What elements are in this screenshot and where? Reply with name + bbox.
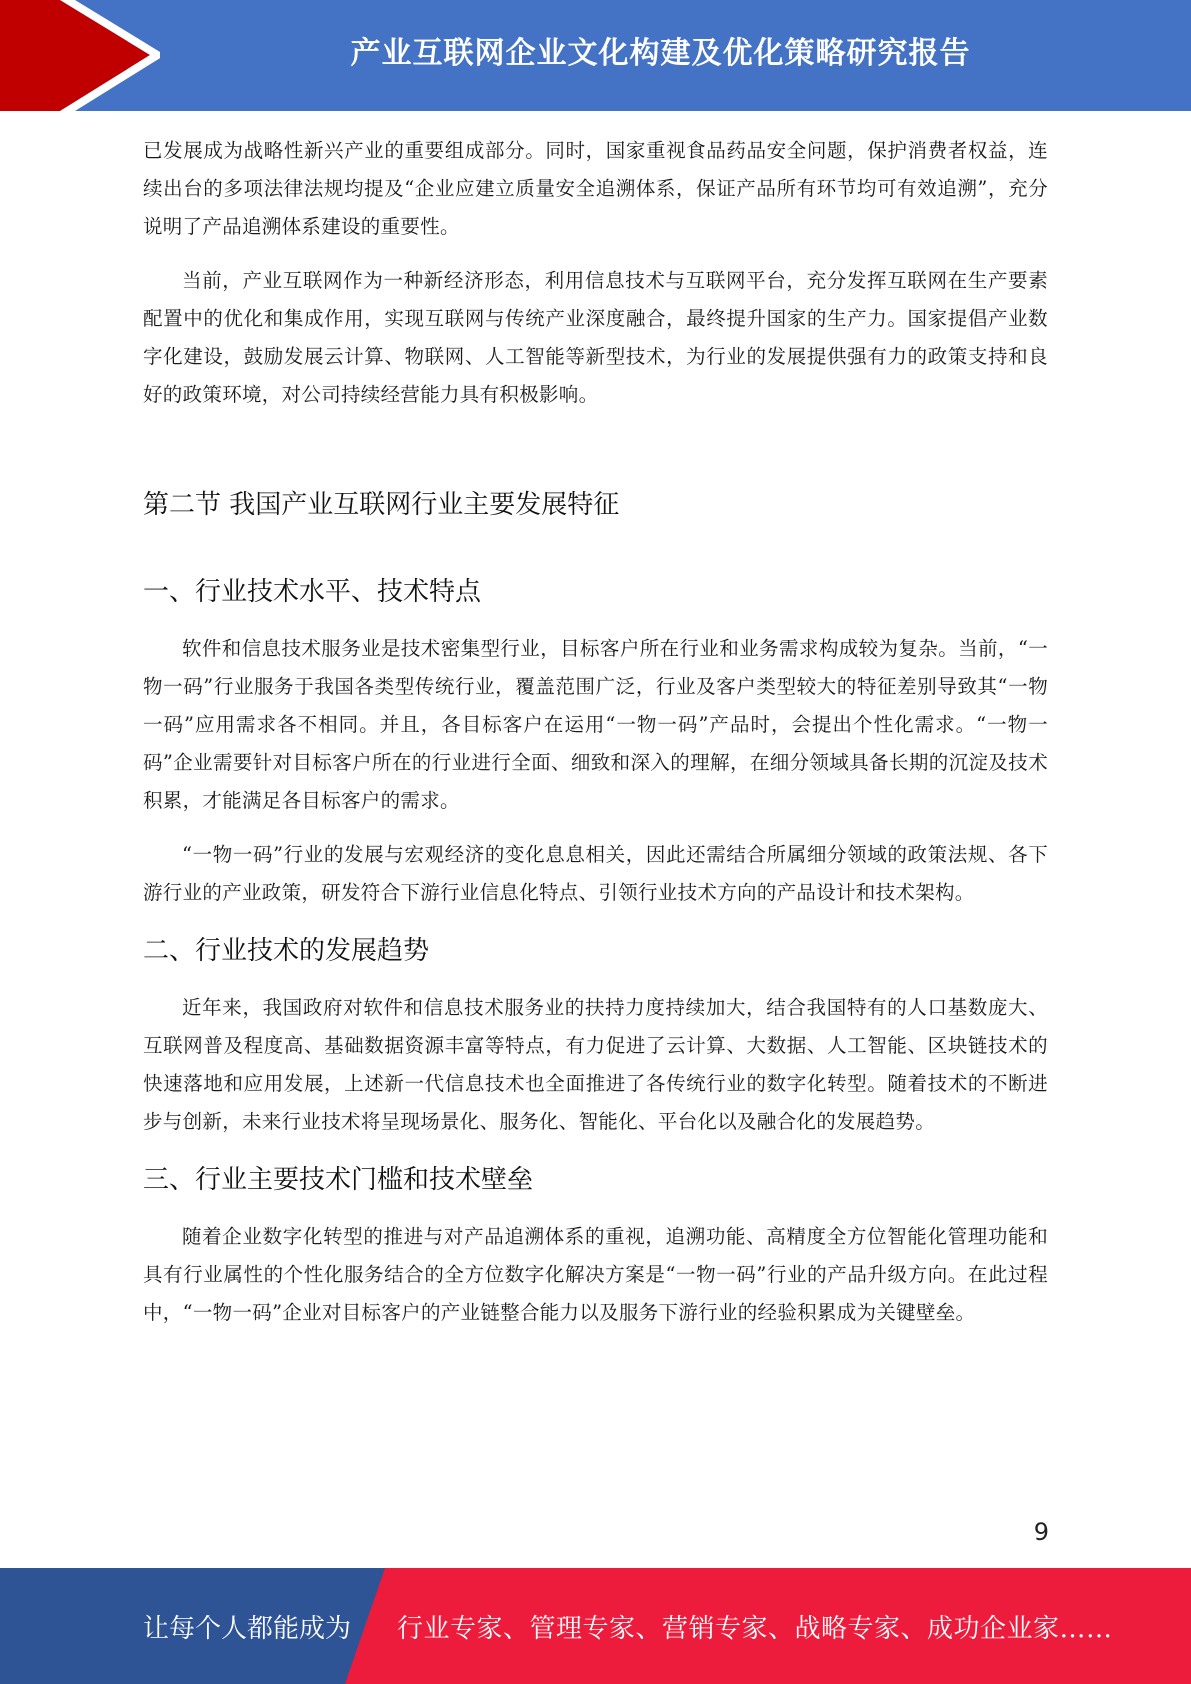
paragraph: “一物一码”行业的发展与宏观经济的变化息息相关，因此还需结合所属细分领域的政策法规、各下游行业的产业政策，研发符合下游行业信息化特点、引领行业技术方向的产品设计和技术架构。 <box>143 843 1048 904</box>
page-header <box>0 0 1191 111</box>
footer-slogan-left: 让每个人都能成为 <box>143 1613 352 1644</box>
subsection-title: 三、行业主要技术门槛和技术壁垒 <box>143 1165 534 1195</box>
report-title: 产业互联网企业文化构建及优化策略研究报告 <box>350 36 971 71</box>
header-chevron-decoration <box>0 0 160 111</box>
page-number: 9 <box>1033 1518 1049 1546</box>
paragraph: 当前，产业互联网作为一种新经济形态，利用信息技术与互联网平台，充分发挥互联网在生产要素配置中的优化和集成作用，实现互联网与传统产业深度融合，最终提升国家的生产力。国家提倡产业数字化建设，鼓励发展云计算、物联网、人工智能等新型技术，为行业的发展提供强有力的政策支持和良好的政策环境，对公司持续经营能力具有积极影响。 <box>143 269 1048 406</box>
page-footer <box>0 1568 1191 1684</box>
paragraph: 随着企业数字化转型的推进与对产品追溯体系的重视，追溯功能、高精度全方位智能化管理功能和具有行业属性的个性化服务结合的全方位数字化解决方案是“一物一码”行业的产品升级方向。在此过程中，“一物一码”企业对目标客户的产业链整合能力以及服务下游行业的经验积累成为关键壁垒。 <box>143 1225 1048 1324</box>
subsection-title: 二、行业技术的发展趋势 <box>143 936 430 966</box>
paragraph: 已发展成为战略性新兴产业的重要组成部分。同时，国家重视食品药品安全问题，保护消费者权益，连续出台的多项法律法规均提及“企业应建立质量安全追溯体系，保证产品所有环节均可有效追溯”，充分说明了产品追溯体系建设的重要性。 <box>143 139 1048 238</box>
paragraph: 软件和信息技术服务业是技术密集型行业，目标客户所在行业和业务需求构成较为复杂。当前，“一物一码”行业服务于我国各类型传统行业，覆盖范围广泛，行业及客户类型较大的特征差别导致其“一物一码”应用需求各不相同。并且，各目标客户在运用“一物一码”产品时，会提出个性化需求。“一物一码”企业需要针对目标客户所在的行业进行全面、细致和深入的理解，在细分领域具备长期的沉淀及技术积累，才能满足各目标客户的需求。 <box>143 637 1048 812</box>
paragraph: 近年来，我国政府对软件和信息技术服务业的扶持力度持续加大，结合我国特有的人口基数庞大、互联网普及程度高、基础数据资源丰富等特点，有力促进了云计算、大数据、人工智能、区块链技术的快速落地和应用发展，上述新一代信息技术也全面推进了各传统行业的数字化转型。随着技术的不断进步与创新，未来行业技术将呈现场景化、服务化、智能化、平台化以及融合化的发展趋势。 <box>143 996 1048 1133</box>
section-title: 第二节 我国产业互联网行业主要发展特征 <box>143 490 620 520</box>
footer-slogan-right: 行业专家、管理专家、营销专家、战略专家、成功企业家…… <box>397 1613 1113 1644</box>
subsection-title: 一、行业技术水平、技术特点 <box>143 577 482 607</box>
document-body <box>143 132 1048 1332</box>
